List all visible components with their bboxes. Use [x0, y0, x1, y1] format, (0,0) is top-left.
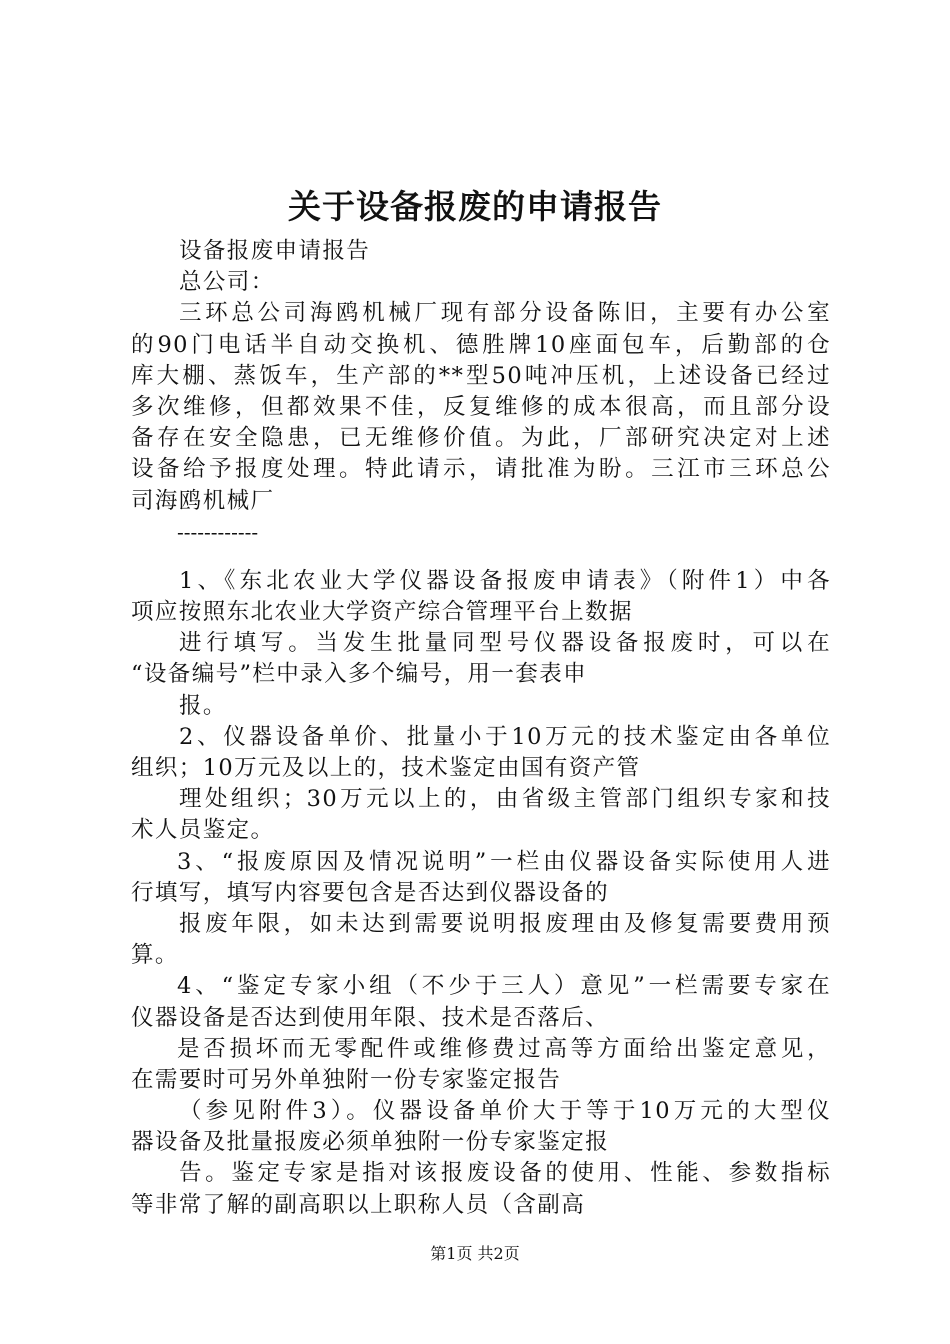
text-line: 术人员鉴定。: [131, 817, 275, 844]
text-line: 进行填写。当发生批量同型号仪器设备报废时，可以在: [179, 630, 831, 657]
text-line: 告。鉴定专家是指对该报废设备的使用、性能、参数指标: [179, 1160, 831, 1187]
text-line: 设备给予报度处理。特此请示，请批准为盼。三江市三环总公: [131, 456, 831, 483]
text-line: 理处组织；30万元以上的，由省级主管部门组织专家和技: [179, 786, 831, 813]
text-line: 三环总公司海鸥机械厂现有部分设备陈旧，主要有办公室: [179, 300, 831, 327]
document-title: 关于设备报废的申请报告: [288, 187, 662, 226]
text-line: 器设备及批量报废必须单独附一份专家鉴定报: [131, 1129, 610, 1156]
text-line: （参见附件3）。仪器设备单价大于等于10万元的大型仪: [179, 1098, 831, 1125]
text-line: 等非常了解的副高职以上职称人员（含副高: [131, 1191, 586, 1218]
text-line: 总公司：: [179, 269, 275, 296]
text-line: 4、“鉴定专家小组（不少于三人）意见”一栏需要专家在: [177, 973, 831, 1000]
page-number: 第1页 共2页: [430, 1244, 520, 1263]
text-line: 2、仪器设备单价、批量小于10万元的技术鉴定由各单位: [179, 723, 831, 750]
text-line: 1、《东北农业大学仪器设备报废申请表》（附件1）中各: [179, 567, 831, 594]
separator-line: ------------: [177, 519, 259, 544]
text-line: 在需要时可另外单独附一份专家鉴定报告: [131, 1066, 562, 1093]
paragraph-gap: [131, 548, 831, 566]
text-line: 库大棚、蒸饭车，生产部的**型50吨冲压机，上述设备已经过: [131, 362, 831, 389]
text-line: 设备报废申请报告: [179, 238, 371, 264]
text-line: 行填写，填写内容要包含是否达到仪器设备的: [131, 879, 610, 906]
text-line: 备存在安全隐患，已无维修价值。为此，厂部研究决定对上述: [131, 425, 831, 452]
text-line: 报。: [179, 692, 227, 719]
document-body: [131, 236, 831, 1221]
text-line: 的90门电话半自动交换机、德胜牌10座面包车，后勤部的仓: [131, 331, 831, 358]
text-line: 报废年限，如未达到需要说明报废理由及修复需要费用预: [179, 910, 831, 937]
text-line: 组织；10万元及以上的，技术鉴定由国有资产管: [131, 755, 641, 781]
text-line: 司海鸥机械厂: [131, 487, 275, 514]
text-line: 多次维修，但都效果不佳，反复维修的成本很高，而且部分设: [131, 393, 831, 420]
text-line: “设备编号”栏中录入多个编号，用一套表申: [131, 661, 588, 688]
text-line: 项应按照东北农业大学资产综合管理平台上数据: [131, 599, 633, 626]
text-line: 仪器设备是否达到使用年限、技术是否落后、: [131, 1004, 610, 1031]
text-line: 3、“报废原因及情况说明”一栏由仪器设备实际使用人进: [177, 848, 831, 875]
text-line: 算。: [131, 942, 179, 969]
text-line: 是否损坏而无零配件或维修费过高等方面给出鉴定意见，: [177, 1035, 831, 1062]
